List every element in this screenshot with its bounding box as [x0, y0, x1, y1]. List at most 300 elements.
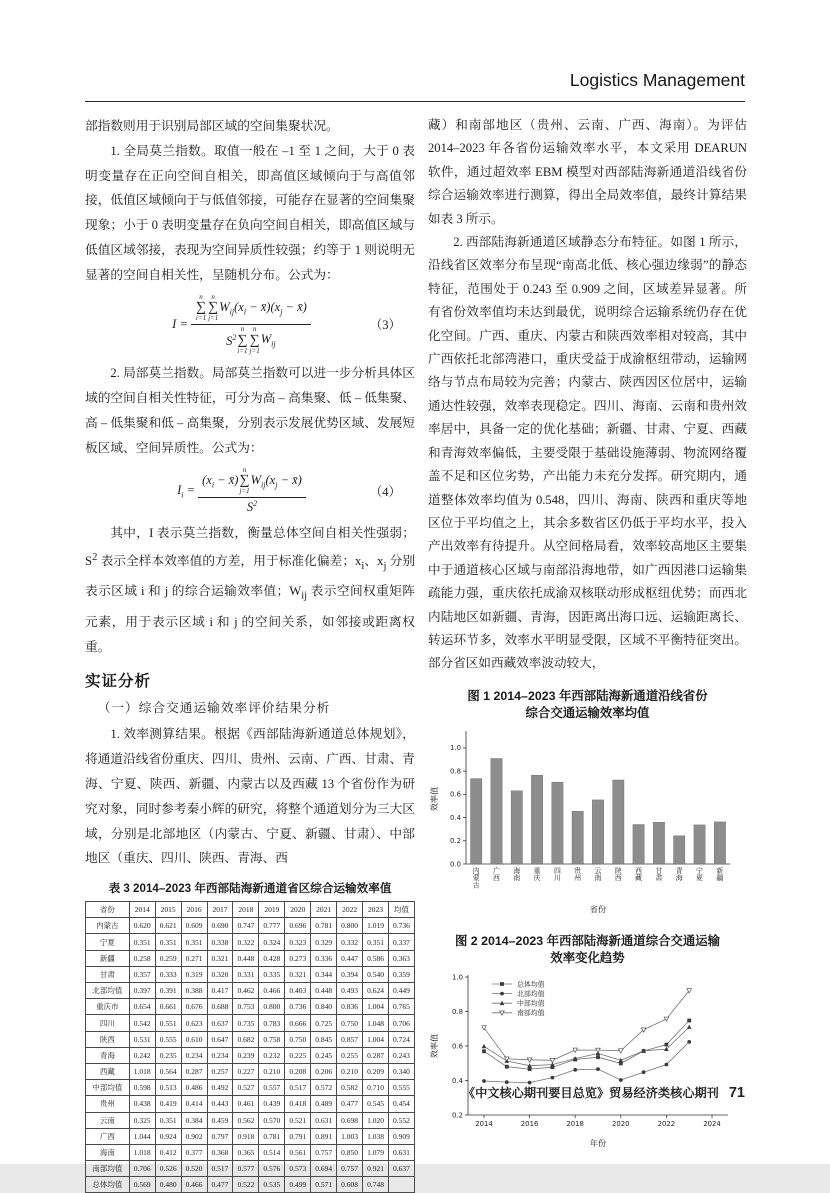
svg-text:中部均值: 中部均值 [517, 999, 545, 1008]
table-cell: 0.321 [285, 966, 311, 982]
table-cell: 0.462 [233, 983, 259, 999]
table-cell: 新疆 [86, 950, 130, 966]
figure-2-title-line1: 图 2 2014–2023 年西部陆海新通道综合交通运输 [454, 933, 721, 948]
table-row [86, 1047, 415, 1063]
section-heading: 实证分析 [85, 673, 152, 691]
column-header: 2014 [129, 902, 155, 918]
table-cell: 0.545 [363, 1096, 389, 1112]
table-cell: 0.610 [181, 1031, 207, 1047]
table-row [86, 1161, 415, 1177]
table-cell: 0.521 [285, 1112, 311, 1128]
table-cell: 0.447 [337, 950, 363, 966]
table-cell: 0.725 [311, 1015, 337, 1031]
table-cell: 0.800 [259, 999, 285, 1015]
table-cell: 0.357 [129, 966, 155, 982]
paragraph-results: 1. 效率测算结果。根据《西部陆海新通道总体规划》，将通道沿线省份重庆、四川、贵州、云南、广西、甘肃、青海、宁夏、陕西、新疆、内蒙古以及西藏 13 个省份作为研究对象，同时参考秦小辉的研究，将整个通道划分为三大区域，分别是北部地区（内蒙古、宁夏、新疆、甘肃）、中部地区（重庆、四川、陕西、青海、西 [85, 727, 415, 866]
table-cell: 0.322 [233, 934, 259, 950]
table-cell: 0.514 [259, 1144, 285, 1160]
table-cell: 0.454 [388, 1096, 414, 1112]
svg-text:2024: 2024 [703, 1119, 721, 1128]
table-cell: 0.551 [155, 1015, 181, 1031]
svg-text:甘肃: 甘肃 [655, 866, 663, 882]
figure-1-title-line1: 图 1 2014–2023 年西部陆海新通道沿线省份 [467, 688, 708, 703]
table-cell: 0.609 [181, 918, 207, 934]
table-cell: 0.206 [311, 1063, 337, 1079]
table-cell: 1.038 [363, 1128, 389, 1144]
table-cell: 0.257 [207, 1063, 233, 1079]
table-cell: 0.340 [388, 1063, 414, 1079]
table-row [86, 999, 415, 1015]
table-cell: 0.412 [155, 1144, 181, 1160]
table-cell: 0.542 [129, 1015, 155, 1031]
table-cell: 0.243 [388, 1047, 414, 1063]
table-cell: 0.666 [285, 1015, 311, 1031]
paragraph-static-features: 2. 西部陆海新通道区域静态分布特征。如图 1 所示，沿线省区效率分布呈现“南高北低、核心强边缘弱”的静态特征，范围处于 0.243 至 0.909 之间，区域差异显著。所有省份效率值均未达到最优，说明综合运输系统仍存在优化空间。广西、重庆、内蒙古和陕西效率相对较高，其中广西依托北部湾港口，重庆受益于成渝枢纽带动，运输网络与节点布局较为完善；内蒙古、陕西因区位居中，运输通达性较强，效率表现稳定。四川、海南、云南和贵州效率居中，具备一定的优化基础；新疆、甘肃、宁夏、西藏和青海效率偏低，主要受限于基础设施薄弱、物流网络覆盖不足和区位劣势，产出能力未充分发挥。研究期内，通道整体效率均值为 0.548，四川、海南、陕西和重庆等地区位于平均值之上，其余多数省区仍低于平均水平，投入产出效率有待提升。从空间格局看，效率较高地区主要集中于通道核心区域与南部沿海地带，如广西因港口运输集疏能力强，重庆依托成渝双核联动形成枢纽优势；而西北内陆地区如新疆、青海，因距离出海口远、运输距离长、转运环节多，效率水平明显受限，区域不平衡特征突出。部分省区如西藏效率波动较大， [428, 235, 747, 671]
column-header: 均值 [388, 902, 414, 918]
table-cell: 0.608 [337, 1177, 363, 1193]
fraction [191, 294, 311, 356]
figure-2-title [428, 933, 747, 967]
table-cell: 0.428 [259, 950, 285, 966]
table-row [86, 918, 415, 934]
column-header: 2021 [311, 902, 337, 918]
summation-symbol: n ∑ i=1 [237, 324, 248, 355]
table-cell: 0.758 [259, 1031, 285, 1047]
svg-text:北部均值: 北部均值 [517, 989, 545, 998]
table-cell: 0.735 [233, 1015, 259, 1031]
table-cell: 0.486 [181, 1080, 207, 1096]
table-cell: 0.736 [285, 999, 311, 1015]
column-header: 2015 [155, 902, 181, 918]
table-cell: 0.368 [207, 1144, 233, 1160]
table-cell: 0.522 [233, 1177, 259, 1193]
summation-symbol: n ∑ j=1 [208, 292, 219, 323]
table-cell: 0.777 [259, 918, 285, 934]
equation-lhs: $I_i$ = [177, 482, 196, 500]
table-cell: 0.388 [181, 983, 207, 999]
paragraph-notation: 其中，I 表示莫兰指数，衡量总体空间自相关性强弱；$S^2$ 表示全样本效率值的方差，用于标准化偏差；$x_i$、$x_j$ 分别表示区域 i 和 j 的综合运输效率值；$W_{ij}$ 表示空间权重矩阵元素，用于表示区域 i 和 j 的空间关系，如邻接或距离权重。 [85, 526, 416, 654]
table-cell: 1.004 [363, 999, 389, 1015]
header-rule [85, 101, 745, 102]
svg-text:青海: 青海 [675, 866, 683, 882]
table-row [86, 1144, 415, 1160]
table-cell: 0.791 [285, 1128, 311, 1144]
table-cell: 0.572 [311, 1080, 337, 1096]
table-cell: 宁夏 [86, 934, 130, 950]
svg-text:海南: 海南 [513, 866, 521, 882]
table-cell: 贵州 [86, 1096, 130, 1112]
svg-text:0.8: 0.8 [450, 767, 461, 776]
table-cell: 0.513 [155, 1080, 181, 1096]
table-cell: 0.750 [285, 1031, 311, 1047]
table-cell: 0.710 [363, 1080, 389, 1096]
table-cell: 0.492 [207, 1080, 233, 1096]
table-cell: 0.757 [337, 1161, 363, 1177]
svg-text:2016: 2016 [520, 1119, 539, 1128]
table-cell: 0.403 [285, 983, 311, 999]
table-cell: 0.924 [155, 1128, 181, 1144]
table-cell: 1.019 [363, 918, 389, 934]
table-cell: 0.750 [337, 1015, 363, 1031]
table-cell: 1.020 [363, 1112, 389, 1128]
table-cell: 1.079 [363, 1144, 389, 1160]
table-row [86, 1177, 415, 1193]
column-header: 2017 [207, 902, 233, 918]
table-cell: 0.571 [311, 1177, 337, 1193]
svg-text:宁夏: 宁夏 [696, 866, 703, 882]
table-cell: 0.598 [129, 1080, 155, 1096]
summation-symbol: n ∑ i=1 [195, 292, 207, 323]
table-cell: 0.287 [363, 1047, 389, 1063]
table-cell: 0.443 [207, 1096, 233, 1112]
table-cell: 0.234 [181, 1047, 207, 1063]
table-title: 表 3 2014–2023 年西部陆海新通道省区综合运输效率值 [108, 882, 392, 896]
table-cell: 0.227 [233, 1063, 259, 1079]
column-header: 省份 [86, 902, 130, 918]
figure-1 [428, 688, 747, 921]
table-cell: 0.208 [285, 1063, 311, 1079]
table-cell: 0.520 [181, 1161, 207, 1177]
table-cell: 0.477 [337, 1096, 363, 1112]
table-cell: 0.210 [259, 1063, 285, 1079]
table-cell: 0.258 [129, 950, 155, 966]
table-cell: 0.320 [207, 966, 233, 982]
line-chart [428, 969, 740, 1149]
table-cell: 0.631 [311, 1112, 337, 1128]
column-header: 2022 [337, 902, 363, 918]
table-cell: 0.569 [129, 1177, 155, 1193]
formula-term: $S^2$ [246, 498, 258, 515]
table-cell: 0.902 [181, 1128, 207, 1144]
table-cell: 0.623 [181, 1015, 207, 1031]
svg-text:0.2: 0.2 [450, 836, 461, 845]
svg-text:新疆: 新疆 [716, 866, 724, 882]
table-cell: 0.351 [129, 934, 155, 950]
column-header: 2018 [233, 902, 259, 918]
svg-text:0.2: 0.2 [452, 1111, 463, 1120]
table-cell: 0.517 [207, 1161, 233, 1177]
table-cell: 0.526 [155, 1161, 181, 1177]
table-cell: 0.255 [337, 1047, 363, 1063]
table-cell: 0.480 [155, 1177, 181, 1193]
table-cell: 0.621 [155, 918, 181, 934]
svg-text:广西: 广西 [493, 866, 500, 882]
table-cell: 0.418 [285, 1096, 311, 1112]
svg-text:2018: 2018 [566, 1119, 584, 1128]
svg-text:0.0: 0.0 [450, 860, 461, 869]
table-cell: 0.489 [311, 1096, 337, 1112]
table-cell: 西藏 [86, 1063, 130, 1079]
table-row [86, 1112, 415, 1128]
table-cell: 0.631 [388, 1144, 414, 1160]
table-cell: 甘肃 [86, 966, 130, 982]
table-cell: 0.552 [388, 1112, 414, 1128]
formula-term: $W_{ij}(x_j$ − x̄) [250, 472, 302, 490]
table-cell: 0.448 [233, 950, 259, 966]
table-cell: 0.561 [285, 1144, 311, 1160]
paragraph-global-moran: 1. 全局莫兰指数。取值一般在 –1 至 1 之间，大于 0 表明变量存在正向空间自相关，即高值区域倾向于与高值邻接，低值区域倾向于与低值邻接，可能存在显著的空间集聚现象；小于 0 表明变量存在负向空间自相关，即高值区域与低值区域邻接，表现为空间异质性较强；约等于 1 则说明无显著的空间自相关性，呈随机分布。公式为： [85, 143, 415, 282]
table-cell: 0.245 [311, 1047, 337, 1063]
svg-text:陕西: 陕西 [614, 866, 622, 882]
table-cell: 1.018 [129, 1063, 155, 1079]
table-cell: 0.234 [207, 1047, 233, 1063]
table-cell: 0.493 [337, 983, 363, 999]
table-cell: 0.557 [259, 1080, 285, 1096]
table-cell: 0.676 [181, 999, 207, 1015]
table-cell: 0.242 [129, 1047, 155, 1063]
table-row [86, 934, 415, 950]
table-cell: 0.757 [311, 1144, 337, 1160]
svg-text:1.0: 1.0 [452, 973, 463, 982]
table-cell: 北部均值 [86, 983, 130, 999]
table-cell: 内蒙古 [86, 918, 130, 934]
table-cell: 0.499 [285, 1177, 311, 1193]
table-cell: 0.921 [363, 1161, 389, 1177]
table-cell: 云南 [86, 1112, 130, 1128]
svg-text:总体均值: 总体均值 [517, 980, 545, 989]
table-cell: 0.535 [259, 1177, 285, 1193]
figure-1-title-line2: 综合交通运输效率均值 [525, 705, 650, 720]
table-cell: 0.394 [337, 966, 363, 982]
svg-text:贵州: 贵州 [574, 866, 582, 882]
table-cell: 0.466 [181, 1177, 207, 1193]
table-cell: 0.654 [129, 999, 155, 1015]
table-cell: 中部均值 [86, 1080, 130, 1096]
column-header: 2019 [259, 902, 285, 918]
formula-term: $S^2$ [226, 332, 237, 348]
table-cell: 0.351 [363, 934, 389, 950]
table-cell: 总体均值 [86, 1177, 130, 1193]
svg-text:云南: 云南 [594, 866, 602, 882]
table-cell: 0.698 [337, 1112, 363, 1128]
table-cell: 0.337 [388, 934, 414, 950]
table-cell: 0.661 [155, 999, 181, 1015]
svg-text:0.6: 0.6 [452, 1042, 463, 1051]
paragraph-intro: 部指数则用于识别局部区域的空间集聚状况。 [85, 119, 339, 133]
formula-term: ($x_i$ − x̄) [202, 472, 239, 490]
svg-text:效率值: 效率值 [429, 1033, 439, 1059]
equation-number: （3） [369, 318, 401, 333]
table-cell: 0.747 [233, 918, 259, 934]
table-cell: 0.620 [129, 918, 155, 934]
footer-text: 《中文核心期刊要目总览》贸易经济类核心期刊 [462, 1086, 719, 1100]
table-cell: 0.259 [155, 950, 181, 966]
table-cell: 0.736 [388, 918, 414, 934]
svg-text:0.4: 0.4 [452, 1076, 463, 1085]
svg-text:2020: 2020 [612, 1119, 630, 1128]
bar-chart [428, 724, 740, 916]
table-cell: 0.332 [337, 934, 363, 950]
table-row [86, 1063, 415, 1079]
figure-1-title [428, 688, 747, 722]
table-cell: 0.209 [363, 1063, 389, 1079]
svg-text:内蒙古: 内蒙古 [472, 866, 480, 890]
table-cell: 0.477 [207, 1177, 233, 1193]
figure-2 [428, 933, 747, 1154]
table-cell: 0.647 [207, 1031, 233, 1047]
table-cell: 0.344 [311, 966, 337, 982]
fraction [198, 467, 306, 516]
figure-2-title-line2: 效率变化趋势 [550, 950, 625, 965]
table-cell: 0.797 [207, 1128, 233, 1144]
page-content [85, 114, 747, 1193]
table-cell: 0.319 [181, 966, 207, 982]
table-cell: 0.577 [233, 1161, 259, 1177]
table-cell: 0.273 [285, 950, 311, 966]
table-cell: 0.338 [207, 934, 233, 950]
efficiency-table [85, 901, 415, 1193]
svg-text:1.0: 1.0 [450, 743, 461, 752]
table-cell: 0.850 [337, 1144, 363, 1160]
table-cell: 0.582 [337, 1080, 363, 1096]
table-cell: 0.323 [285, 934, 311, 950]
table-cell: 0.232 [259, 1047, 285, 1063]
table-cell: 0.287 [181, 1063, 207, 1079]
table-row [86, 983, 415, 999]
table-cell: 0.570 [259, 1112, 285, 1128]
table-cell: 0.384 [181, 1112, 207, 1128]
summation-symbol: n ∑ j=1 [239, 465, 250, 496]
column-header: 2023 [363, 902, 389, 918]
svg-text:0.4: 0.4 [450, 813, 461, 822]
table-cell: 0.333 [155, 966, 181, 982]
journal-section-title: Logistics Management [569, 70, 745, 90]
table-cell: 0.562 [233, 1112, 259, 1128]
table-cell: 0.564 [155, 1063, 181, 1079]
right-column [428, 114, 747, 1193]
table-cell: 1.003 [337, 1128, 363, 1144]
table-cell: 0.225 [285, 1047, 311, 1063]
equation-lhs: I = [172, 316, 188, 331]
table-cell: 重庆市 [86, 999, 130, 1015]
table-cell: 广西 [86, 1128, 130, 1144]
table-cell: 0.576 [259, 1161, 285, 1177]
table-cell: 0.909 [388, 1128, 414, 1144]
table-cell: 0.449 [388, 983, 414, 999]
table-cell: 0.555 [155, 1031, 181, 1047]
table-cell: 1.004 [363, 1031, 389, 1047]
table-cell: 0.335 [259, 966, 285, 982]
table-cell: 0.688 [207, 999, 233, 1015]
table-cell: 海南 [86, 1144, 130, 1160]
table-cell: 0.637 [388, 1161, 414, 1177]
table-cell: 0.765 [388, 999, 414, 1015]
table-cell: 0.459 [207, 1112, 233, 1128]
table-cell: 0.748 [363, 1177, 389, 1193]
table-cell: 0.624 [363, 983, 389, 999]
table-cell: 四川 [86, 1015, 130, 1031]
table-cell: 0.271 [181, 950, 207, 966]
formula-term: $W_{ij}$ [260, 332, 276, 349]
formula-4 [85, 467, 401, 516]
table-row [86, 1128, 415, 1144]
table-cell: 0.363 [388, 950, 414, 966]
table-cell: 0.365 [233, 1144, 259, 1160]
table-cell: 0.321 [207, 950, 233, 966]
table-cell: 0.573 [285, 1161, 311, 1177]
table-cell: 0.637 [207, 1015, 233, 1031]
table-cell: 1.048 [363, 1015, 389, 1031]
equation-body [172, 294, 314, 356]
table-cell: 0.555 [388, 1080, 414, 1096]
table-cell: 0.461 [233, 1096, 259, 1112]
table-cell: 0.417 [207, 983, 233, 999]
svg-text:2014: 2014 [475, 1119, 493, 1128]
table-cell: 0.857 [337, 1031, 363, 1047]
table-cell: 0.325 [129, 1112, 155, 1128]
table-cell: 0.836 [337, 999, 363, 1015]
table-cell: 0.324 [259, 934, 285, 950]
table-cell: 0.694 [311, 1161, 337, 1177]
svg-text:省份: 省份 [589, 903, 607, 914]
table-cell: 0.331 [233, 966, 259, 982]
table-cell: 0.696 [285, 918, 311, 934]
table-cell: 0.840 [311, 999, 337, 1015]
paragraph-continuation: 藏）和南部地区（贵州、云南、广西、海南）。为评估 2014–2023 年各省份运输效率水平，本文采用 DEARUN 软件，通过超效率 EBM 模型对西部陆海新通道沿线省份综合运输效率进行测算，得出全局效率值，最终计算结果如表 3 所示。 [428, 118, 747, 226]
table-cell: 0.414 [181, 1096, 207, 1112]
table-cell: 0.466 [259, 983, 285, 999]
table-cell: 0.448 [311, 983, 337, 999]
svg-text:2022: 2022 [657, 1119, 676, 1128]
page-footer [85, 1084, 745, 1101]
table-cell: 0.210 [337, 1063, 363, 1079]
table-row [86, 950, 415, 966]
table-cell: 0.800 [337, 918, 363, 934]
formula-3 [85, 294, 401, 356]
table-cell: 0.540 [363, 966, 389, 982]
equation-body [177, 467, 309, 516]
svg-text:年份: 年份 [589, 1137, 607, 1148]
table-row [86, 1015, 415, 1031]
table-cell: 0.329 [311, 934, 337, 950]
table-cell: 0.845 [311, 1031, 337, 1047]
table-cell: 南部均值 [86, 1161, 130, 1177]
svg-text:南部均值: 南部均值 [517, 1008, 545, 1017]
table-cell: 1.018 [129, 1144, 155, 1160]
table-row [86, 1031, 415, 1047]
table-cell: 0.531 [129, 1031, 155, 1047]
table-cell: 0.527 [233, 1080, 259, 1096]
formula-term: $W_{ij}(x_i$ − $x̄)(x_j$ − x̄) [219, 300, 307, 317]
table-cell: 0.377 [181, 1144, 207, 1160]
table-cell: 0.438 [129, 1096, 155, 1112]
table-cell: 陕西 [86, 1031, 130, 1047]
table-cell: 0.517 [285, 1080, 311, 1096]
table-cell: 0.397 [129, 983, 155, 999]
table-cell: 0.586 [363, 950, 389, 966]
svg-text:四川: 四川 [553, 866, 561, 882]
table-cell: 0.706 [129, 1161, 155, 1177]
subsection-heading: （一）综合交通运输效率评价结果分析 [97, 701, 331, 716]
column-header: 2016 [181, 902, 207, 918]
svg-text:重庆: 重庆 [533, 866, 541, 882]
table-cell: 0.690 [207, 918, 233, 934]
left-column [85, 114, 415, 1193]
table-cell: 0.783 [259, 1015, 285, 1031]
paragraph-local-moran: 2. 局部莫兰指数。局部莫兰指数可以进一步分析具体区域的空间自相关性特征，可分为高 – 高集聚、低 – 低集聚、高 – 低集聚和低 – 高集聚，分别表示发展优势区域、发展短板区域、空间异质性。公式为： [85, 366, 415, 455]
table-cell: 0.351 [181, 934, 207, 950]
column-header: 2020 [285, 902, 311, 918]
table-cell: 0.781 [259, 1128, 285, 1144]
table-row [86, 966, 415, 982]
table-cell: 0.891 [311, 1128, 337, 1144]
table-cell: 0.439 [259, 1096, 285, 1112]
table-cell: 0.235 [155, 1047, 181, 1063]
summation-symbol: n ∑ j=1 [249, 324, 260, 355]
equation-number: （4） [369, 484, 401, 499]
table-cell: 0.351 [155, 934, 181, 950]
table-header-row [86, 902, 415, 918]
